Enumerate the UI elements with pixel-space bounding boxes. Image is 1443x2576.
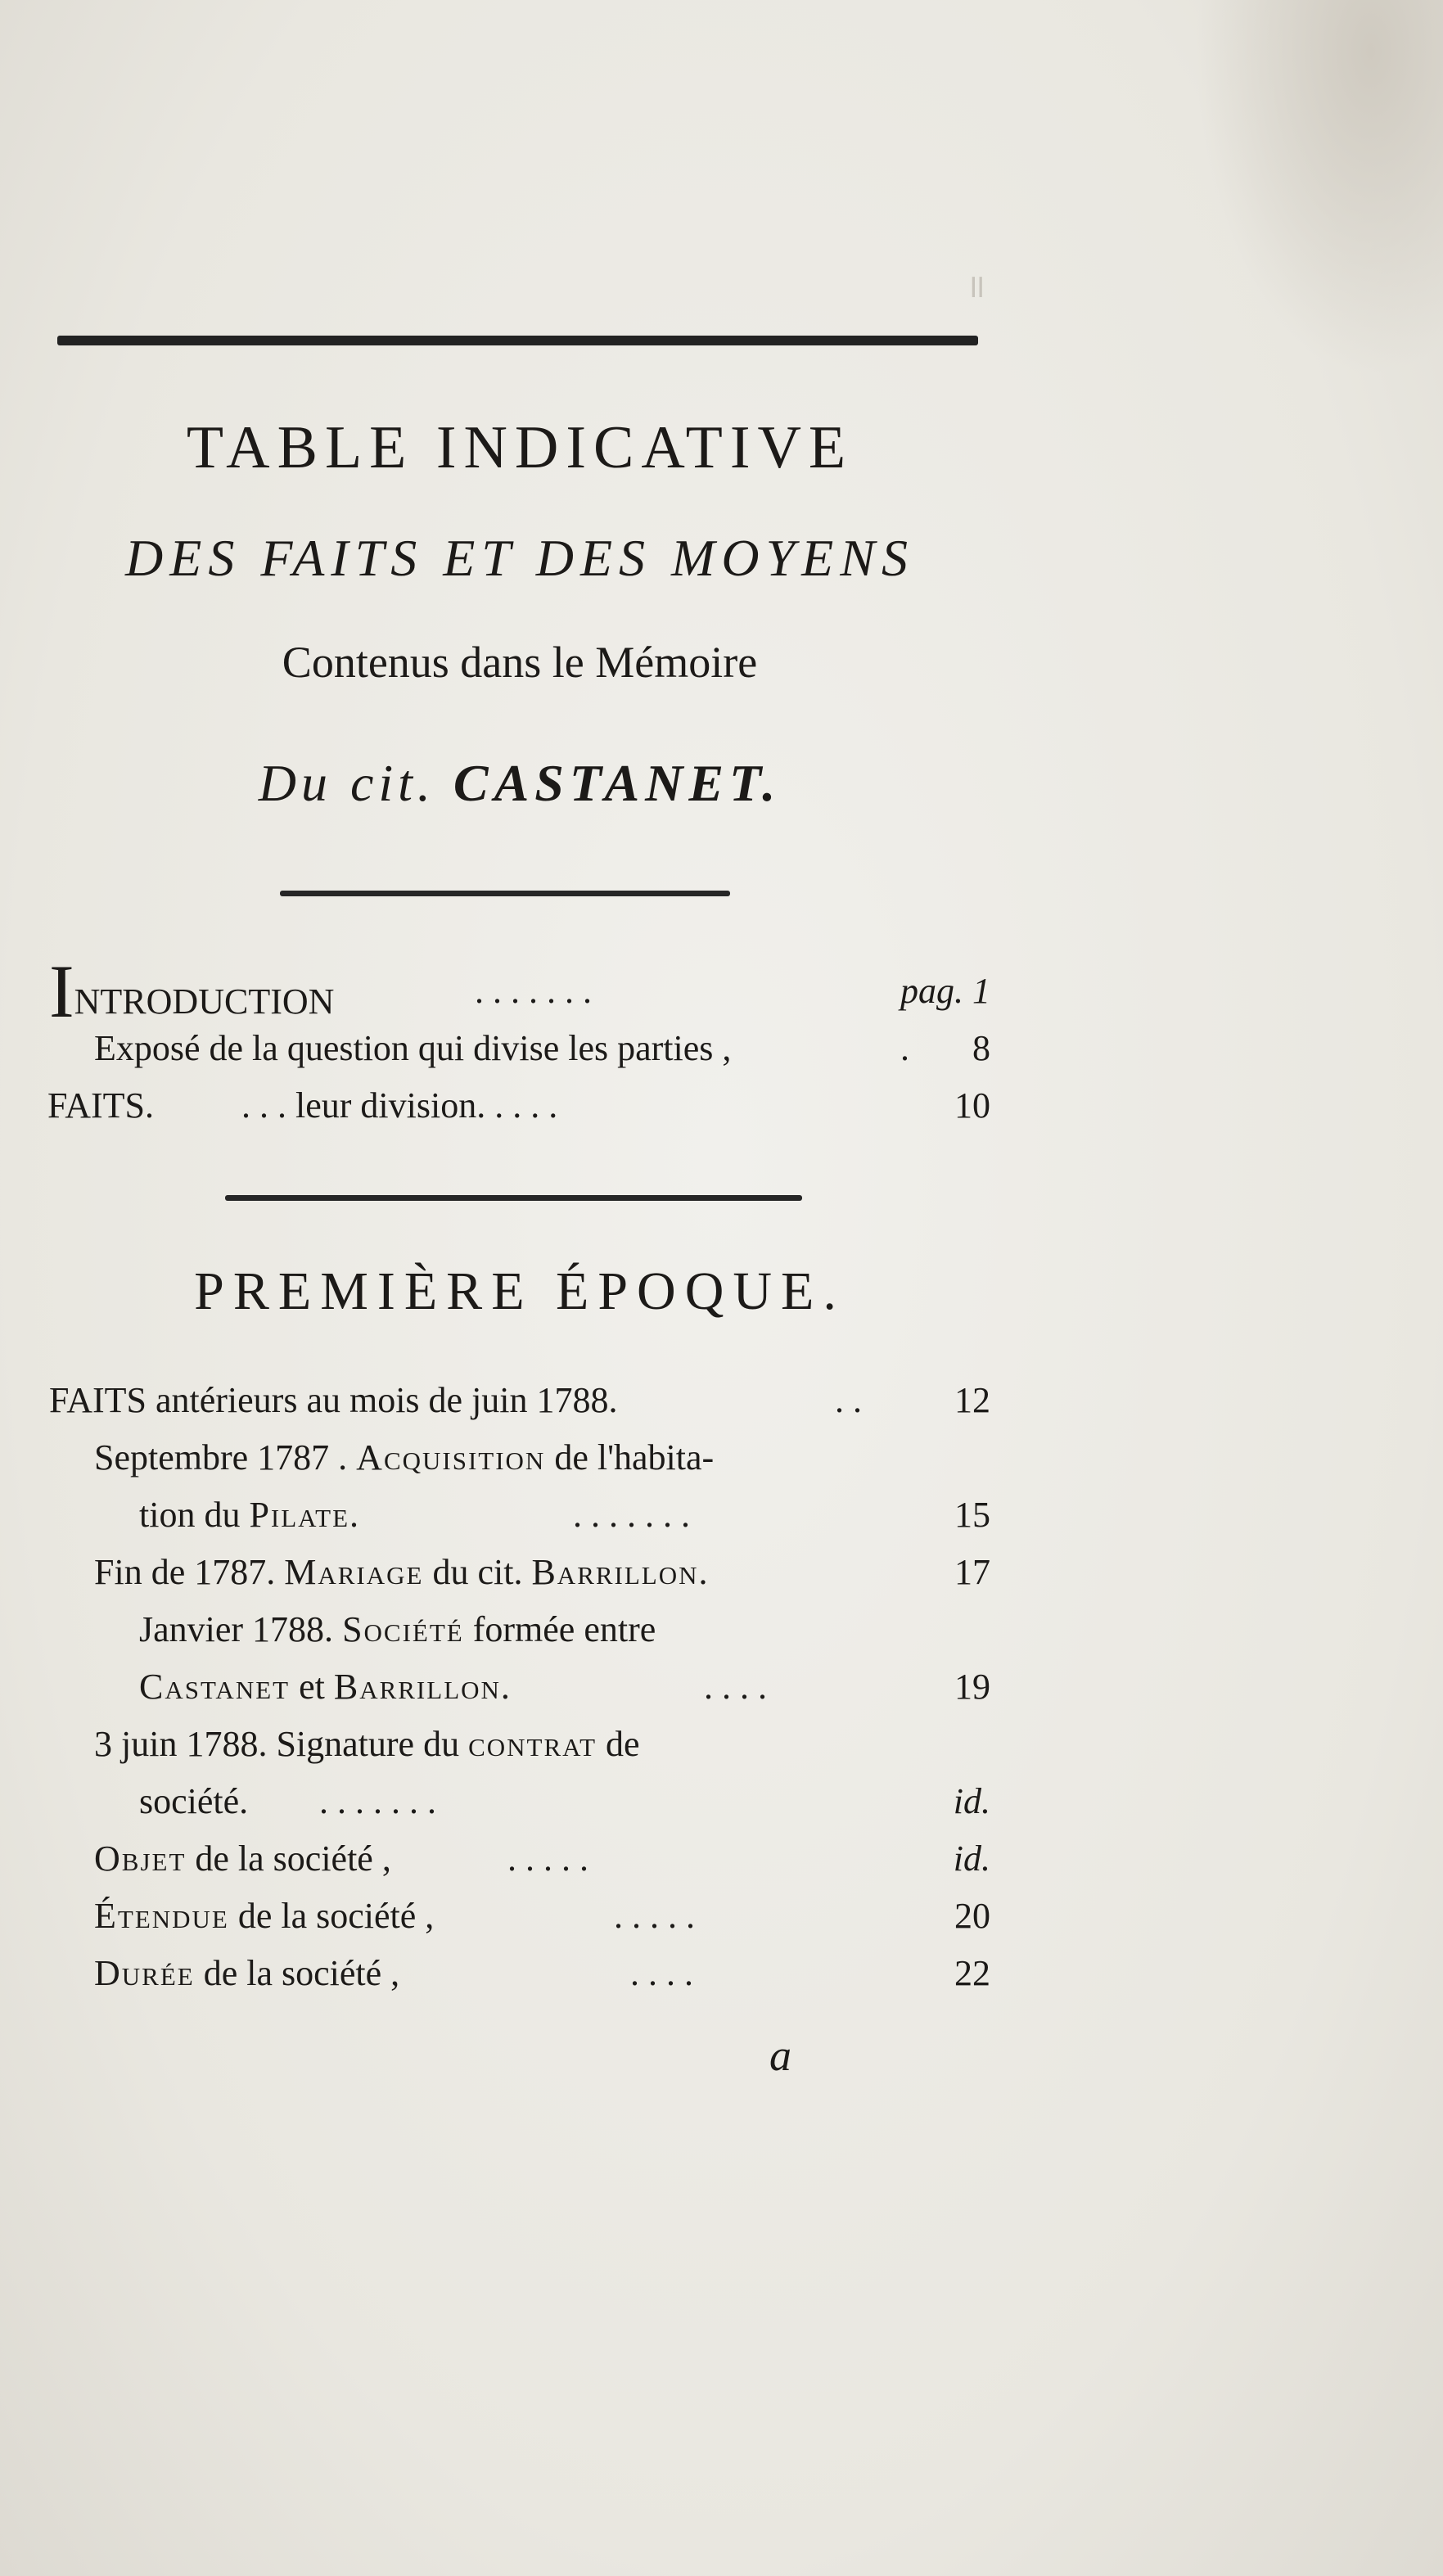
page-number: id. xyxy=(953,1781,990,1821)
entry-text-2: formée entre xyxy=(472,1609,656,1649)
toc-entry xyxy=(49,1601,990,1658)
entry-keyword: Durée xyxy=(94,1953,195,1993)
page-number: 8 xyxy=(972,1028,990,1068)
top-rule xyxy=(57,336,978,345)
page-number: id. xyxy=(953,1838,990,1879)
entry-keyword: contrat xyxy=(468,1724,597,1764)
contained-line: Contenus dans le Mémoire xyxy=(282,638,758,687)
entry-text: tion du xyxy=(139,1495,241,1535)
toc-entry xyxy=(49,1888,990,1945)
leader-dots: . . . . xyxy=(630,1953,693,1993)
section-title: PREMIÈRE ÉPOQUE. xyxy=(194,1261,846,1321)
toc-entry xyxy=(49,1773,990,1830)
leader-dots: . . . . . . . xyxy=(319,1781,436,1821)
entry-keyword-2: Barrillon. xyxy=(333,1667,512,1707)
divider-rule xyxy=(225,1195,802,1201)
entry-text: NTRODUCTION xyxy=(74,981,335,1022)
page-subtitle: DES FAITS ET DES MOYENS xyxy=(125,529,914,587)
entry-keyword: Objet xyxy=(94,1838,187,1879)
toc-entry-faits xyxy=(49,1077,990,1135)
entry-keyword: Castanet xyxy=(139,1667,291,1707)
toc-entry xyxy=(49,1544,990,1601)
toc-entry xyxy=(49,1372,990,1429)
entry-keyword-2: Barrillon. xyxy=(531,1552,710,1592)
entry-keyword: Étendue xyxy=(94,1896,229,1936)
entry-text: 3 juin 1788. Signature du xyxy=(94,1724,460,1764)
drop-cap: I xyxy=(49,950,74,1033)
page-number: 17 xyxy=(954,1552,990,1592)
entry-keyword: Société xyxy=(342,1609,464,1649)
toc-entry-introduction xyxy=(49,950,990,1033)
entry-text: de la société , xyxy=(195,1838,391,1879)
toc-entry-expose xyxy=(49,1020,990,1077)
entry-text: Exposé de la question qui divise les parties , xyxy=(94,1028,732,1068)
entry-text: société. xyxy=(139,1781,249,1821)
signature-mark: a xyxy=(769,2031,791,2080)
leader-dots: . . . . . . . xyxy=(475,971,592,1011)
page-edge-mark: ॥ xyxy=(966,268,985,305)
toc-entry xyxy=(49,1830,990,1888)
entry-date: Fin de 1787. xyxy=(94,1552,276,1592)
entry-text: FAITS. xyxy=(47,1085,154,1126)
entry-text: de l'habita- xyxy=(554,1437,715,1477)
leader-dots: . xyxy=(900,1028,909,1068)
toc-entry xyxy=(49,1487,990,1544)
page-number: 12 xyxy=(954,1380,990,1420)
page-number: 10 xyxy=(954,1085,990,1126)
toc-entry xyxy=(49,1658,990,1716)
entry-text: de la société , xyxy=(203,1953,400,1993)
divider-rule xyxy=(280,891,730,896)
leader-dots: . . . . xyxy=(704,1667,767,1707)
entry-text: Janvier 1788. xyxy=(139,1609,334,1649)
page-number: 19 xyxy=(954,1667,990,1707)
author-name: CASTANET. xyxy=(453,754,782,812)
entry-keyword: Acquisition xyxy=(356,1437,546,1477)
toc-entry xyxy=(49,1716,990,1773)
page-number: 22 xyxy=(954,1953,990,1993)
entry-text: du cit. xyxy=(432,1552,523,1592)
page-title: TABLE INDICATIVE xyxy=(186,414,854,481)
entry-date: Septembre 1787 . xyxy=(94,1437,348,1477)
entry-text: et xyxy=(299,1667,325,1707)
toc-entry xyxy=(49,1945,990,2002)
leader-dots: . . . . . xyxy=(507,1838,588,1879)
entry-text-2: de xyxy=(606,1724,640,1764)
page-number: pag. 1 xyxy=(900,971,990,1011)
entry-text: FAITS antérieurs au mois de juin 1788. xyxy=(49,1380,618,1420)
entry-keyword: Pilate. xyxy=(249,1495,361,1535)
author-line xyxy=(49,753,990,814)
leader-dots: . . . leur division. . . . . xyxy=(241,1085,558,1126)
entry-keyword: Mariage xyxy=(284,1552,424,1592)
author-prefix: Du cit. xyxy=(258,754,435,812)
leader-dots: . . xyxy=(835,1380,862,1420)
page-number: 20 xyxy=(954,1896,990,1936)
leader-dots: . . . . . . . xyxy=(573,1495,690,1535)
page-number: 15 xyxy=(954,1495,990,1535)
leader-dots: . . . . . xyxy=(614,1896,695,1936)
entry-text: de la société , xyxy=(237,1896,435,1936)
toc-entry xyxy=(49,1429,990,1487)
